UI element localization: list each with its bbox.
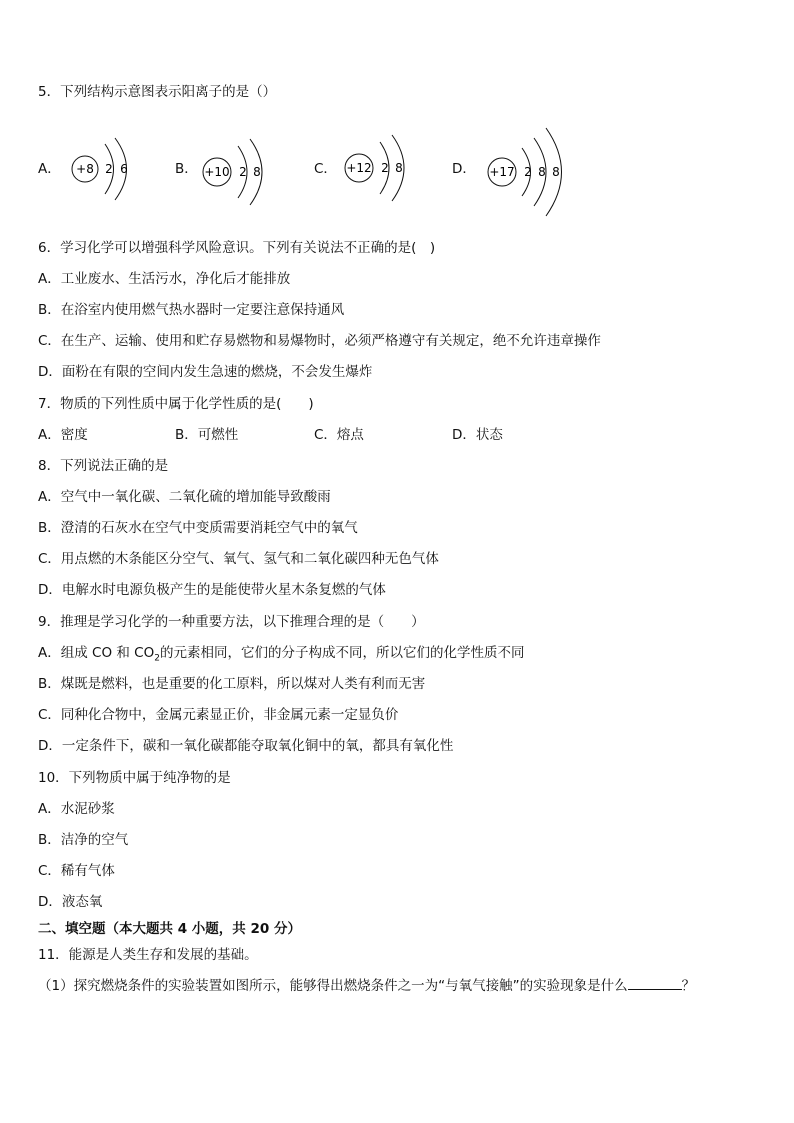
q8-option-a: A．空气中一氧化碳、二氧化硫的增加能导致酸雨 (38, 489, 331, 505)
answer-blank (628, 977, 682, 990)
q7-stem: 7．物质的下列性质中属于化学性质的是( ) (38, 396, 314, 412)
q8-option-c: C．用点燃的木条能区分空气、氧气、氢气和二氧化碳四种无色气体 (38, 551, 439, 567)
q7-option-c: C．熔点 (314, 427, 364, 443)
q5-option-a-label: A． (38, 161, 61, 177)
shell-electrons: 2 (239, 165, 247, 179)
q10-option-a: A．水泥砂浆 (38, 801, 115, 817)
shell-electrons: 2 (524, 165, 532, 179)
shell-electrons: 8 (552, 165, 560, 179)
q9-option-a-subscript: 2 (154, 653, 160, 664)
q9-option-a-post: 的元素相同，它们的分子构成不同，所以它们的化学性质不同 (159, 645, 525, 661)
q5-options (38, 120, 598, 220)
q10-option-b: B．洁净的空气 (38, 832, 129, 848)
q9-option-c: C．同种化合物中，金属元素显正价，非金属元素一定显负价 (38, 707, 399, 723)
shell-electrons: 8 (253, 165, 261, 179)
q10-option-d: D．液态氧 (38, 894, 103, 910)
q5-option-d-label: D． (452, 161, 476, 177)
atom-diagram-d (484, 120, 604, 220)
atom-diagram-b (198, 120, 308, 220)
atom-diagram-c (340, 120, 450, 220)
q8-option-b: B．澄清的石灰水在空气中变质需要消耗空气中的氧气 (38, 520, 358, 536)
q7-option-d: D．状态 (452, 427, 503, 443)
shell-electrons: 2 (105, 162, 113, 176)
q5-option-c-label: C． (314, 161, 337, 177)
q6-option-c: C．在生产、运输、使用和贮存易燃物和易爆物时，必须严格遵守有关规定，绝不允许违章操作 (38, 333, 601, 349)
q5-option-b-label: B． (175, 161, 198, 177)
q9-option-d: D．一定条件下，碳和一氧化碳都能夺取氧化铜中的氧，都具有氧化性 (38, 738, 454, 754)
q6-option-d: D．面粉在有限的空间内发生急速的燃烧，不会发生爆炸 (38, 364, 373, 380)
q10-option-c: C．稀有气体 (38, 863, 115, 879)
shell-electrons: 6 (120, 162, 128, 176)
q11-part1 (38, 977, 695, 995)
section-title-fill-in: 二、填空题（本大题共 4 小题，共 20 分） (38, 921, 301, 937)
q7-option-b: B．可燃性 (175, 427, 239, 443)
shell-electrons: 8 (538, 165, 546, 179)
shell-electrons: 8 (395, 161, 403, 175)
nucleus-charge: +17 (489, 165, 515, 179)
q6-option-b: B．在浴室内使用燃气热水器时一定要注意保持通风 (38, 302, 345, 318)
shell-electrons: 2 (381, 161, 389, 175)
q10-stem: 10．下列物质中属于纯净物的是 (38, 770, 231, 786)
q6-stem: 6．学习化学可以增强科学风险意识。下列有关说法不正确的是( ) (38, 240, 436, 256)
q5-stem: 5．下列结构示意图表示阳离子的是（） (38, 84, 277, 100)
atom-diagram-a (66, 120, 176, 220)
q11-part1-qmark: ？ (681, 978, 696, 994)
q11-part1-text: （1）探究燃烧条件的实验装置如图所示，能够得出燃烧条件之一为“与氧气接触”的实验现象是什么 (38, 978, 628, 994)
q9-option-a (38, 644, 524, 668)
nucleus-charge: +10 (204, 165, 230, 179)
q8-option-d: D．电解水时电源负极产生的是能使带火星木条复燃的气体 (38, 582, 386, 598)
nucleus-charge: +8 (76, 162, 94, 176)
q9-option-a-pre: A．组成 CO 和 CO (38, 645, 155, 661)
q6-option-a: A．工业废水、生活污水，净化后才能排放 (38, 271, 291, 287)
q9-option-b: B．煤既是燃料，也是重要的化工原料，所以煤对人类有利而无害 (38, 676, 426, 692)
nucleus-charge: +12 (346, 161, 372, 175)
q9-stem: 9．推理是学习化学的一种重要方法，以下推理合理的是（ ） (38, 614, 425, 630)
q11-stem: 11．能源是人类生存和发展的基础。 (38, 947, 258, 963)
q7-option-a: A．密度 (38, 427, 88, 443)
q8-stem: 8．下列说法正确的是 (38, 458, 169, 474)
